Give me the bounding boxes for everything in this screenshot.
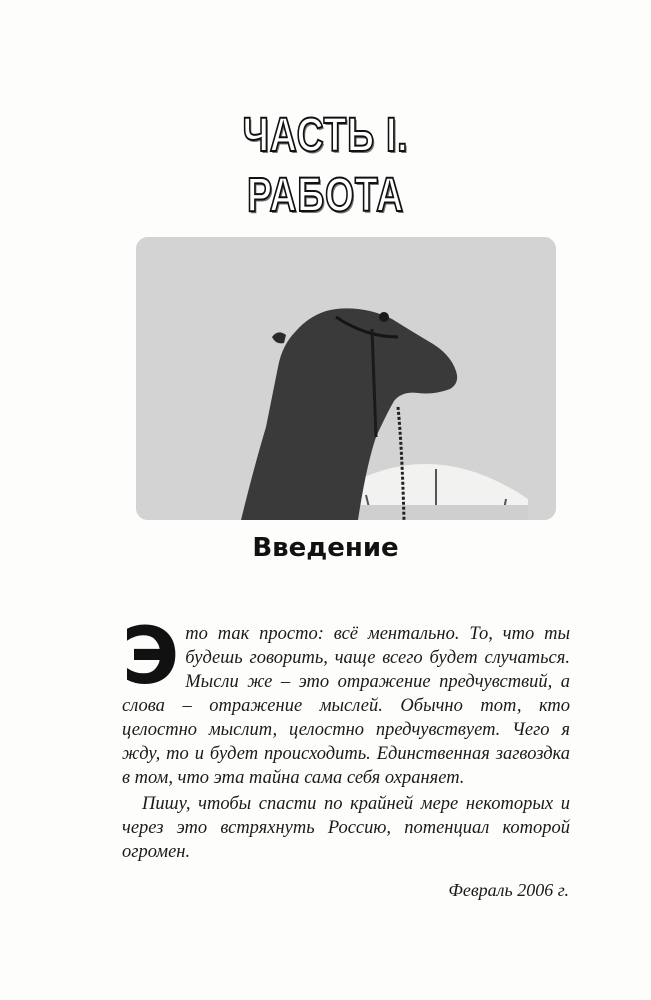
intro-text xyxy=(122,612,570,864)
section-heading: Введение xyxy=(252,533,399,563)
intro-paragraph-1-text: то так просто: всё ментально. То, что ты будешь говорить, чаще всего будет случаться. Мысли же – это отражение предчувствий, а слова – отражение мыслей. Обычно тот, кто целостно мыслит, целостно предчувствует. Чего я жду, то и будет происходить. Единственная загвоздка в том, что эта тайна сама себя охраняет. xyxy=(122,624,570,788)
camel-photo xyxy=(136,237,556,520)
part-title-line1: ЧАСТЬ I. xyxy=(242,109,409,162)
part-title-line2: РАБОТА xyxy=(247,169,404,222)
intro-paragraph-2: Пишу, чтобы спасти по крайней мере некоторых и через это встряхнуть Россию, потенциал которой огромен. xyxy=(122,794,570,862)
date-signature: Февраль 2006 г. xyxy=(448,880,569,900)
drop-cap: Э xyxy=(122,612,180,702)
intro-paragraph-1 xyxy=(122,612,570,790)
